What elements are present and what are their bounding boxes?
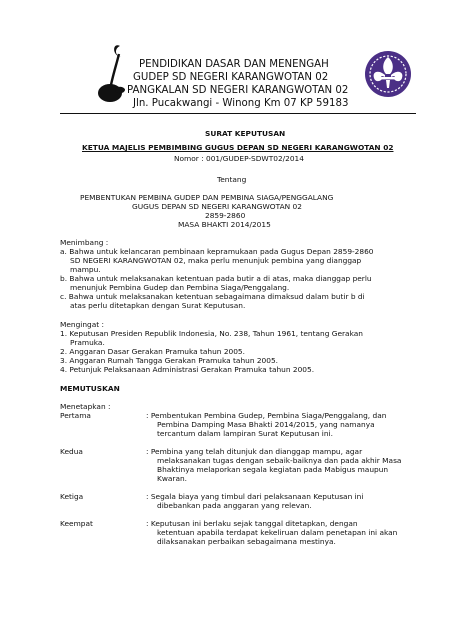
tentang-label: Tentang — [217, 175, 247, 184]
menetapkan-label: Menetapkan : — [60, 402, 111, 411]
menimbang-c-line-1: c. Bahwa untuk melaksanakan ketentuan sebagaimana dimaksud dalam butir b di — [60, 292, 365, 301]
subject-line-3: 2859-2860 — [205, 211, 246, 220]
subject-line-1: PEMBENTUKAN PEMBINA GUDEP DAN PEMBINA SIAGA/PENGGALANG — [80, 193, 334, 202]
mengingat-label: Mengingat : — [60, 320, 104, 329]
keempat-label: Keempat — [60, 519, 93, 528]
ketiga-line-2: dibebankan pada anggaran yang relevan. — [157, 501, 312, 510]
subject-line-2: GUGUS DEPAN SD NEGERI KARANGWOTAN 02 — [132, 202, 302, 211]
kedua-label: Kedua — [60, 447, 83, 456]
ketiga-label: Ketiga — [60, 492, 84, 501]
pertama-line-2: Pembina Damping Masa Bhakti 2014/2015, yang namanya — [157, 420, 375, 429]
document-number: Nomor : 001/GUDEP-SDWT02/2014 — [174, 154, 304, 163]
kedua-line-2: melaksanakan tugas dengan sebaik-baiknya dan pada akhir Masa — [157, 456, 402, 465]
menimbang-a-line-3: mampu. — [70, 265, 101, 274]
menimbang-b-line-1: b. Bahwa untuk melaksanakan ketentuan pada butir a di atas, maka dianggap perlu — [60, 274, 372, 283]
pertama-line-3: tercantum dalam lampiran Surat Keputusan ini. — [157, 429, 333, 438]
pertama-label: Pertama — [60, 411, 91, 420]
letterhead-divider — [60, 113, 416, 114]
letterhead-line-2: GUDEP SD NEGERI KARANGWOTAN 02 — [133, 72, 329, 83]
kedua-line-4: Kwaran. — [157, 474, 188, 483]
mengingat-item-2: 2. Anggaran Dasar Gerakan Pramuka tahun 2005. — [60, 347, 245, 356]
pertama-line-1: : Pembentukan Pembina Gudep, Pembina Siaga/Penggalang, dan — [146, 411, 387, 420]
mengingat-item-1-line-2: Pramuka. — [70, 338, 105, 347]
kedua-line-1: : Pembina yang telah ditunjuk dan dianggap mampu, agar — [146, 447, 363, 456]
letterhead-line-1: PENDIDIKAN DASAR DAN MENENGAH — [139, 59, 329, 70]
mengingat-item-3: 3. Anggaran Rumah Tangga Gerakan Pramuka tahun 2005. — [60, 356, 279, 365]
keempat-line-1: : Keputusan ini berlaku sejak tanggal ditetapkan, dengan — [146, 519, 358, 528]
keempat-line-2: ketentuan apabila terdapat kekeliruan dalam penetapan ini akan — [157, 528, 398, 537]
ketiga-line-1: : Segala biaya yang timbul dari pelaksanaan Keputusan ini — [146, 492, 364, 501]
menimbang-a-line-1: a. Bahwa untuk kelancaran pembinaan kepramukaan pada Gugus Depan 2859-2860 — [60, 247, 374, 256]
menimbang-b-line-2: menunjuk Pembina Gudep dan Pembina Siaga/Penggalang. — [70, 283, 290, 292]
keempat-line-3: dilaksanakan perbaikan sebagaimana mestinya. — [157, 537, 336, 546]
scout-emblem-icon — [358, 46, 418, 102]
subject-line-4: MASA BHAKTI 2014/2015 — [178, 220, 271, 229]
doc-type-heading: SURAT KEPUTUSAN — [205, 129, 286, 138]
letterhead-line-3: PANGKALAN SD NEGERI KARANGWOTAN 02 — [127, 85, 349, 96]
memutuskan-heading: MEMUTUSKAN — [60, 384, 120, 393]
issuer-heading: KETUA MAJELIS PEMBIMBING GUGUS DEPAN SD NEGERI KARANGWOTAN 02 — [82, 143, 394, 152]
menimbang-label: Menimbang : — [60, 238, 109, 247]
menimbang-a-line-2: SD NEGERI KARANGWOTAN 02, maka perlu menunjuk pembina yang dianggap — [70, 256, 362, 265]
kedua-line-3: Bhaktinya melaporkan segala kegiatan pada Mabigus maupun — [157, 465, 389, 474]
menimbang-c-line-2: atas perlu ditetapkan dengan Surat Keputusan. — [70, 301, 246, 310]
letterhead-address: Jln. Pucakwangi - Winong Km 07 KP 59183 — [133, 98, 349, 109]
mengingat-item-4: 4. Petunjuk Pelaksanaan Administrasi Gerakan Pramuka tahun 2005. — [60, 365, 315, 374]
mengingat-item-1-line-1: 1. Keputusan Presiden Republik Indonesia, No. 238, Tahun 1961, tentang Gerakan — [60, 329, 363, 338]
